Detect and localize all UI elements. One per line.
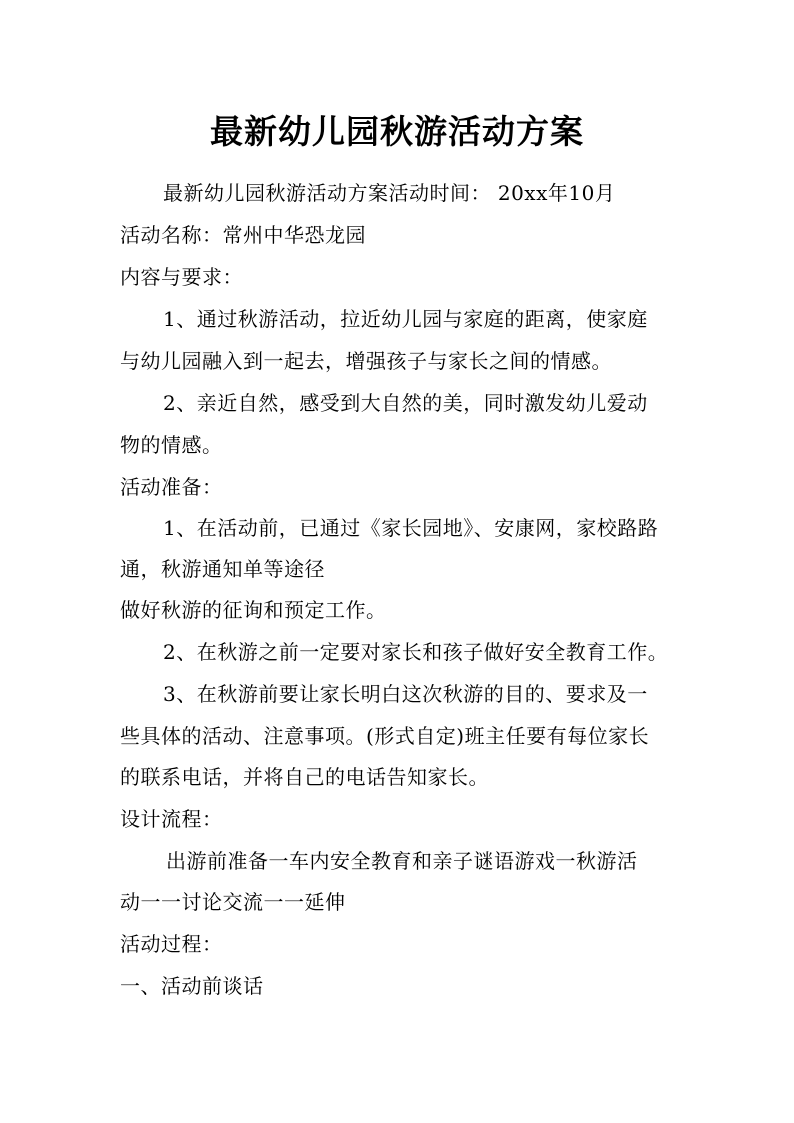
text-line: 活动过程： xyxy=(120,932,223,956)
text-line: 活动准备： xyxy=(120,475,223,499)
text-line: 1、通过秋游活动，拉近幼儿园与家庭的距离，使家庭 xyxy=(163,307,648,331)
text-line: 出游前准备一车内安全教育和亲子谜语游戏一秋游活 xyxy=(166,849,638,873)
text-line: 设计流程： xyxy=(120,807,223,831)
text-line: 与幼儿园融入到一起去，增强孩子与家长之间的情感。 xyxy=(120,349,612,373)
text-line: 动一一讨论交流一一延伸 xyxy=(120,890,346,914)
text-line: 做好秋游的征询和预定工作。 xyxy=(120,598,387,622)
text-line: 些具体的活动、注意事项。(形式自定)班主任要有每位家长 xyxy=(120,724,650,748)
text-line: 最新幼儿园秋游活动方案活动时间： 20xx年10月 xyxy=(163,181,616,205)
text-line: 物的情感。 xyxy=(120,433,223,457)
text-line: 的联系电话，并将自己的电话告知家长。 xyxy=(120,765,489,789)
text-line: 一、活动前谈话 xyxy=(120,974,264,998)
text-line: 内容与要求： xyxy=(120,265,243,289)
text-line: 1、在活动前，已通过《家长园地》、安康网，家校路路 xyxy=(163,516,659,540)
text-line: 通，秋游通知单等途径 xyxy=(120,557,325,581)
text-line: 3、在秋游前要让家长明白这次秋游的目的、要求及一 xyxy=(163,682,648,706)
document-title: 最新幼儿园秋游活动方案 xyxy=(210,112,584,151)
text-line: 活动名称：常州中华恐龙园 xyxy=(120,223,366,247)
text-line: 2、亲近自然，感受到大自然的美，同时激发幼儿爱动 xyxy=(163,391,648,415)
text-line: 2、在秋游之前一定要对家长和孩子做好安全教育工作。 xyxy=(163,640,669,664)
